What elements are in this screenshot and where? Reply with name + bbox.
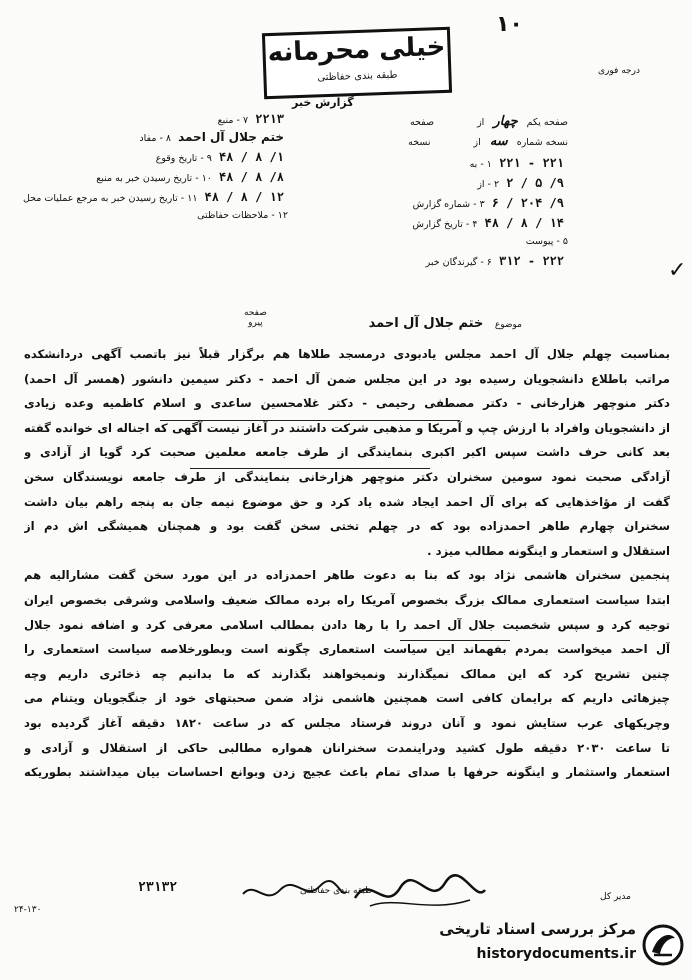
- form-field-report-date: ۴ - تاریخ گزارش ۱۴ / ۸ / ۴۸: [412, 216, 564, 230]
- urgency-label: درجه فوری: [598, 66, 640, 76]
- body-line: تا ساعت ۲۰۳۰ دقیقه طول کشید ودراینمدت سخنرانان همواره مطالبی حاکی از استقلال و آزادی و: [24, 740, 670, 755]
- form-field-security-notes: ۱۲ - ملاحظات حفاظتی: [197, 210, 288, 221]
- archive-scroll-icon: [642, 924, 684, 966]
- handwritten-note: [240, 872, 350, 912]
- form-field-recipients: ۶ - گیرندگان خبر ۲۲۲ - ۳۱۲: [425, 254, 564, 268]
- corner-mark: ۱۰: [496, 12, 523, 37]
- body-line: بمناسبت چهلم جلال آل احمد مجلس یادبودی درمسجد طلاها هم برگزار قبلاً نیز باتصب آگهی دردانشکده: [24, 347, 670, 361]
- archive-logo: [412, 918, 684, 974]
- form-field-page: صفحه یکم چهار از صفحه: [409, 114, 568, 129]
- body-line: چیزهائی داریم که برایمان کافی است همچنین هاشمی نژاد ضمن صحبتهای خود از جنگجویان ویتنام می: [24, 691, 670, 706]
- logo-name: مرکز بررسی اسناد تاریخی: [439, 920, 636, 938]
- body-line: از دانشجویان وافراد با ارزش چپ و آمریکا و مذهبی شرکت داشتند در آغاز نیست آگهی که اجناله ای خوانده گفته: [24, 420, 670, 435]
- classification-stamp: [262, 27, 452, 100]
- body-line: چنین تشریح کرد که این ممالک نمیگذارند ونمیخواهند بگذارند که ما بدانیم چه ذخائری داریم وچه: [24, 666, 670, 681]
- footer-classification: طبقه بندی حفاظتی: [300, 886, 373, 896]
- margin-mark: ✓: [668, 258, 687, 283]
- body-line: استعمار واستثمار و اینگونه حرفها با صدای تمام باعث عجیج زدن وبوانع احساسات بیان میداشتند بطوریکه: [24, 765, 670, 780]
- body-line: بعد کانی حرف داشت سپس اکبر اکبری بنمایندگی از طرف جامعه معلمین صحبت کرد گویا از آزادی و: [24, 445, 670, 460]
- footer-title: مدیر کل: [600, 892, 631, 902]
- form-field-authority-date: ۱۱ - تاریخ رسیدن خبر به مرجع عملیات محل ۱۲ / ۸ / ۴۸: [22, 190, 284, 204]
- subject-line: موضوع ختم جلال آل احمد: [368, 316, 522, 331]
- form-field-source: ۷ - منبع ۲۲۱۳: [217, 112, 284, 126]
- body-line: پنجمین سخنران هاشمی نژاد بود که بنا به دعوت طاهر احمدزاده در این مورد سخن گفت مشارالیه هم: [24, 568, 670, 583]
- form-field-report-number: ۳ - شماره گزارش ۹/ ۲۰۴ / ۶: [412, 196, 564, 210]
- handwritten-underline: [400, 640, 510, 641]
- report-body: [24, 342, 670, 785]
- body-line: مراتب باطلاع دانشجویان رسیده بود در این مجلس ضمن آل احمد - دکتر سیمین دانشور (همسر آل احمد): [24, 371, 670, 386]
- page-mark: صفحه پیرو: [244, 308, 267, 328]
- handwritten-underline: [160, 420, 460, 421]
- body-line: توجیه کرد و سپس شخصیت جلال آل احمد را با رها دادن بمطالب اسلامی معرفی کرد و اضافه نمود جلال: [24, 617, 670, 632]
- handwritten-underline: [190, 468, 430, 469]
- body-line: سخنران چهارم طاهر احمدزاده بود که در چهلم تختی سخن گفت بود و همچنان همیشگی اش دم از: [24, 519, 670, 534]
- body-line: آزادگی صحبت نمود سومین سخنران دکتر منوچهر هزارخانی بنمایندگی از طرف جامعه نویسندگان سخن: [24, 469, 670, 484]
- footer-number: ۲۳۱۳۲: [138, 880, 178, 895]
- footer-code: ۲۴-۱۳۰: [14, 905, 42, 915]
- stamp-subtitle: طبقه بندی حفاظتی: [317, 69, 398, 84]
- logo-url: historydocuments.ir: [476, 946, 636, 962]
- form-field-from: ۲ - از ۹/ ۵ / ۲: [477, 176, 564, 190]
- report-title: گزارش خبر: [292, 96, 354, 109]
- body-line: گفت از مؤاخذهایی که برای آل احمد ایجاد شده یاد کرد و حق موضوع نیمه جان به پنجه راهم بیان داشت: [24, 494, 670, 509]
- body-line: آل احمد میخواست بمردم بفهماند این سیاست استعماری چگونه است وبطورخلاصه سیاست استعماری را: [24, 642, 670, 657]
- body-line: وچریکهای عرب ستایش نمود و آنان دروند فرستاد مجلس که در ساعت ۱۸۲۰ دقیقه آغاز گردیده بود: [24, 715, 670, 730]
- body-line: استقلال و استعمار و اینگونه مطالب میزد .: [427, 543, 670, 558]
- stamp-title: خیلی محرمانه: [267, 31, 446, 69]
- signature: [350, 868, 490, 918]
- form-field-occurrence-date: ۹ - تاریخ وقوع ۱/ ۸ / ۴۸: [155, 150, 284, 164]
- form-field-source-date: ۱۰ - تاریخ رسیدن خبر به منبع ۸/ ۸ / ۴۸: [96, 170, 284, 184]
- body-line: دکتر منوچهر هزارخانی - دکتر مصطفی رحیمی - دکتر غلامحسین ساعدی و اسلام کاظمیه وعده زیادی: [24, 396, 670, 411]
- form-field-to: ۱ - به ۲۲۱ - ۲۲۱: [469, 156, 564, 170]
- body-line: ابتدا سیاست استعماری ممالک بزرگ بخصوص آمریکا راه برده ممالک ضعیف واسلامی وشرقی بخصوص ایران: [24, 592, 670, 607]
- form-field-content: ۸ - مفاد ختم جلال آل احمد: [139, 130, 284, 144]
- form-field-copy: نسخه شماره سه از نسخه: [408, 134, 568, 149]
- form-field-attachment: ۵ - پیوست: [525, 236, 568, 247]
